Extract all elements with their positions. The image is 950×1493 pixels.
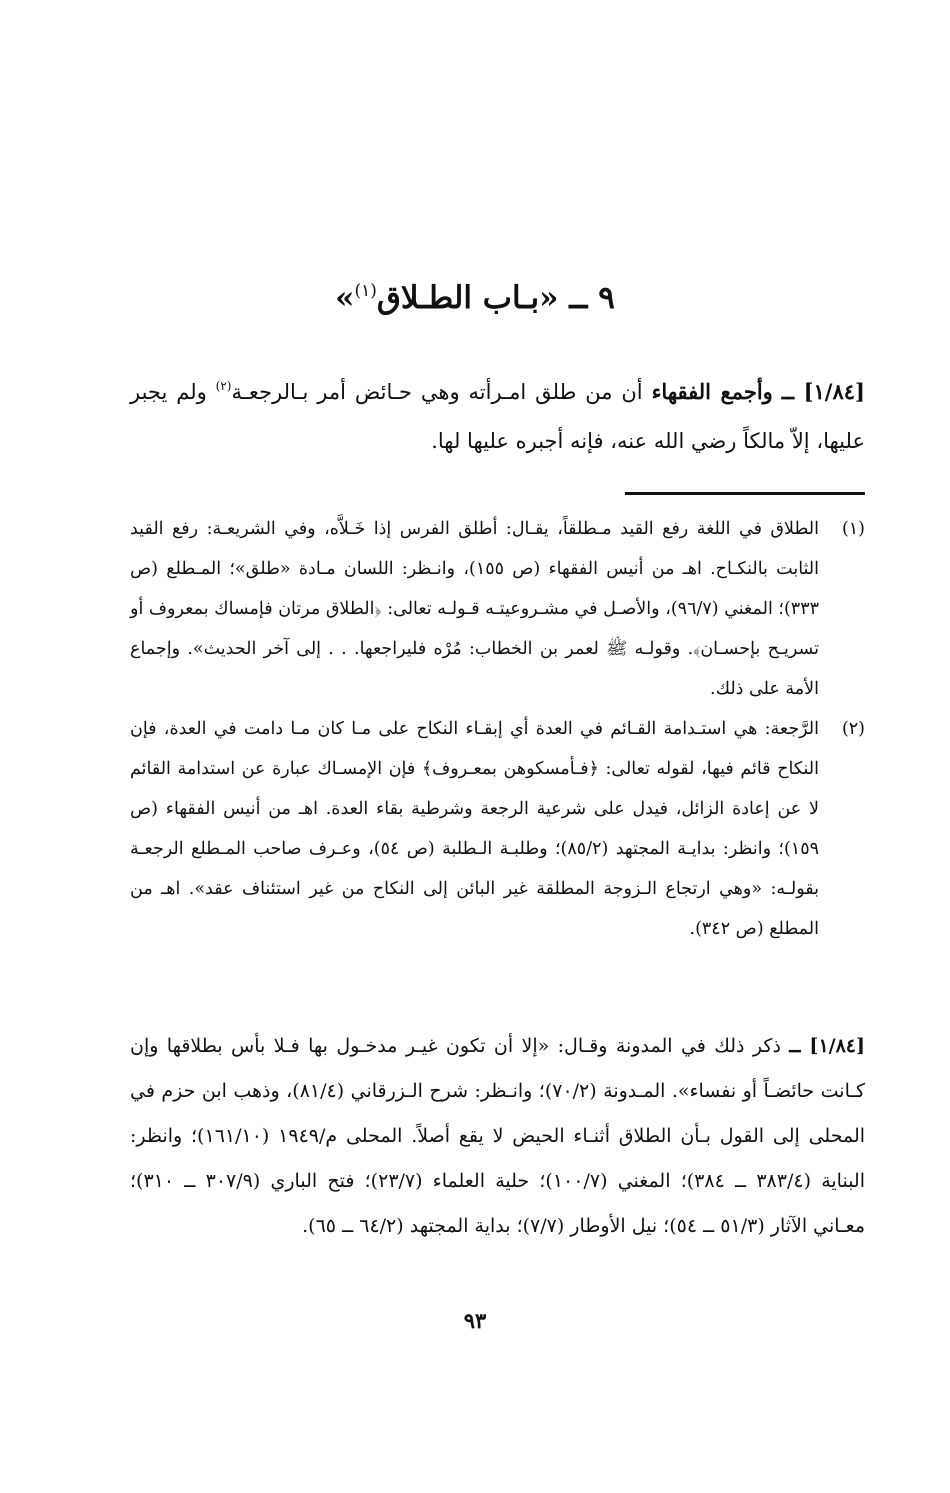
ruling-text: أن من طلق امـرأته وهي حـائض أمر بـالرجعـة bbox=[231, 380, 643, 404]
chapter-title-text: ٩ ــ «بـاب الطـلاق bbox=[376, 280, 615, 316]
footnote-marker-1: (١) bbox=[354, 281, 377, 301]
commentary-text: ذكر ذلك في المدونة وقـال: «إلا أن تكون غيـر مدخـول بها فـلا بأس بطلاقها وإن كـانت حائضـاً أو نفساء». المـدونة (٧٠/٢)؛ وانـظر: شرح الـزرقاني (٨١/٤)، وذهب ابن حزم في المحلى إلى القول بـأن الطلاق أثنـاء الحيض لا يقع أصلاً. المحلى م/١٩٤٩ (١٦١/١٠)؛ وانظر: البناية (٣٨٣/٤ ــ ٣٨٤)؛ المغني (١٠٠/٧)؛ حلية العلماء (٢٣/٧)؛ فتح الباري (٣٠٧/٩ ــ ٣١٠)؛ معـاني الآثار (٥١/٣ ــ ٥٤)؛ نيل الأوطار (٧/٧)؛ بداية المجتهد (٦٤/٢ ــ ٦٥). bbox=[130, 1035, 866, 1237]
ruling-reference: [١/٨٤] ــ bbox=[781, 379, 865, 404]
footnote-number: (١) bbox=[841, 519, 865, 539]
footnote-1 bbox=[130, 509, 865, 709]
chapter-title bbox=[0, 266, 950, 323]
commentary-paragraph bbox=[130, 1024, 865, 1249]
footnote-text: الطلاق في اللغة رفع القيد مـطلقاً، يقـال: أطلق الفرس إذا خَـلاَّه، وفي الشريعـة: رفع القيد الثابت بالنكـاح. اهـ من أنيس الفقهاء (ص ١٥٥)، وانـظر: اللسان مـادة «طلق»؛ المـطلع (ص ٣٣٣)؛ المغني (٩٦/٧)، والأصـل في مشـروعيتـه قـولـه تعالى: ﴿الطلاق مرتان فإمساك بمعروف أو تسريـح بإحسـان﴾. وقولـه ﷺ لعمر بن الخطاب: مُرْه فليراجعها. . . إلى آخر الحديث». وإجماع الأمة على ذلك. bbox=[130, 519, 819, 699]
page-number: ٩٣ bbox=[463, 1308, 487, 1333]
footnote-2 bbox=[130, 709, 865, 949]
ruling-paragraph bbox=[130, 362, 865, 466]
ruling-lead: وأجمع الفقهاء bbox=[651, 379, 773, 404]
footnote-number: (٢) bbox=[841, 719, 865, 739]
footnote-separator bbox=[625, 492, 865, 495]
chapter-title-close: » bbox=[335, 280, 355, 316]
ruling-text-continued: ولم يجبر عليها، إلاّ مالكاً رضي الله عنه، فإنه أجبره عليها لها. bbox=[130, 380, 865, 453]
footnotes bbox=[130, 509, 865, 949]
footnote-marker-2: (٢) bbox=[215, 379, 232, 393]
commentary-reference: [١/٨٤] ــ bbox=[789, 1035, 865, 1057]
footnote-text: الرَّجعة: هي استـدامة القـائم في العدة أي إبقـاء النكاح على مـا كان مـا دامت في العدة، فإن النكاح قائم فيها، لقوله تعالى: ﴿فـأمسكوهن بمعـروف﴾ فإن الإمسـاك عبارة عن استدامة القائم لا عن إعادة الزائل، فيدل على شرعية الرجعة وشرطية بقاء العدة. اهـ من أنيس الفقهاء (ص ١٥٩)؛ وانظر: بدايـة المجتهد (٨٥/٢)؛ وطلبـة الـطلبة (ص ٥٤)، وعـرف صاحب المـطلع الرجعـة بقولـه: «وهي ارتجاع الـزوجة المطلقة غير البائن إلى النكاح من غير استئناف عقد». اهـ من المطلع (ص ٣٤٢). bbox=[130, 719, 819, 939]
